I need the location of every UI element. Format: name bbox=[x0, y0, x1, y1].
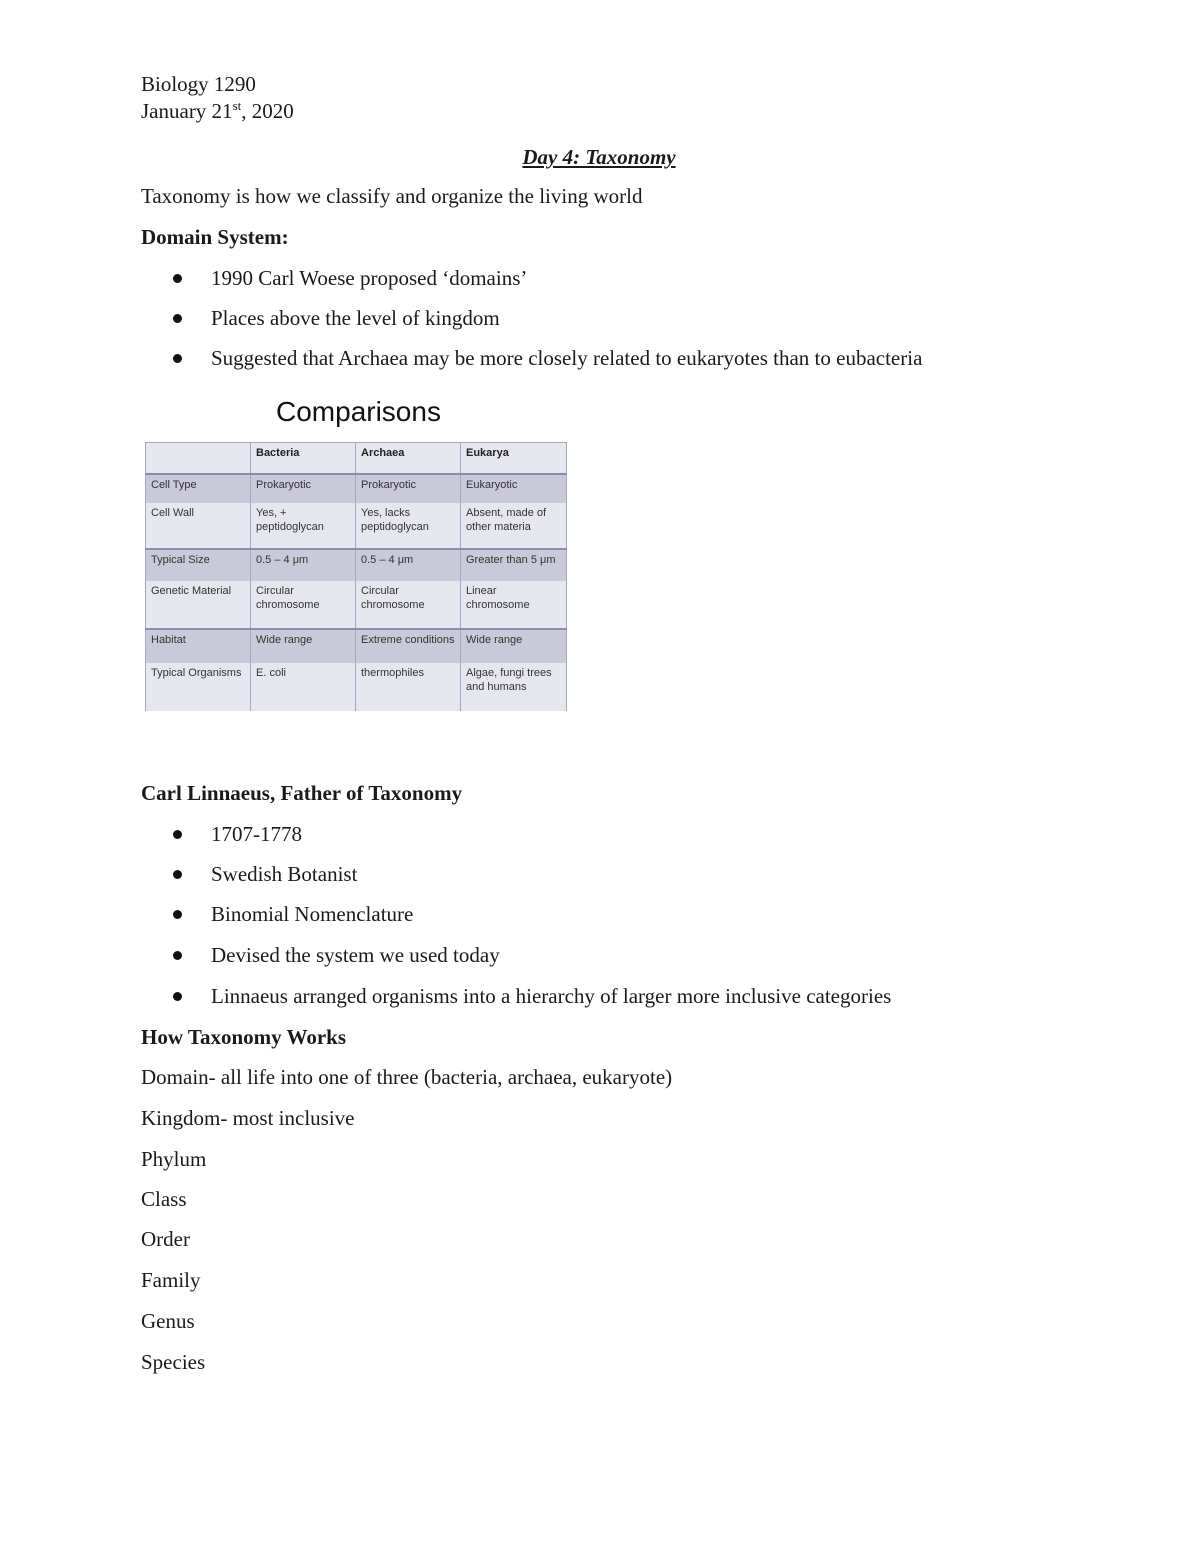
bullet-text: Swedish Botanist bbox=[211, 862, 358, 886]
comparison-header-row bbox=[146, 443, 567, 475]
bullet-text: Suggested that Archaea may be more closely related to eukaryotes than to eubacteria bbox=[211, 346, 923, 370]
rank-line: Kingdom- most inclusive bbox=[141, 1106, 355, 1130]
bullet-icon bbox=[173, 830, 182, 839]
table-cell: Greater than 5 μm bbox=[461, 549, 567, 581]
table-cell: E. coli bbox=[251, 663, 356, 711]
table-row bbox=[146, 549, 567, 581]
table-cell: Yes, + peptidoglycan bbox=[251, 503, 356, 549]
rank-line: Genus bbox=[141, 1309, 195, 1333]
rank-line: Species bbox=[141, 1350, 206, 1374]
header-cell: Bacteria bbox=[251, 443, 356, 475]
date-suffix: st bbox=[232, 98, 242, 113]
bullet-icon bbox=[173, 314, 182, 323]
table-cell: Algae, fungi trees and humans bbox=[461, 663, 567, 711]
rank-line: Phylum bbox=[141, 1147, 207, 1171]
domain-system-heading: Domain System: bbox=[141, 225, 289, 249]
table-cell: Prokaryotic bbox=[251, 474, 356, 503]
table-cell: thermophiles bbox=[356, 663, 461, 711]
table-cell: Circular chromosome bbox=[251, 581, 356, 629]
table-cell: Cell Type bbox=[146, 474, 251, 503]
bullet-icon bbox=[173, 951, 182, 960]
table-cell: Yes, lacks peptidoglycan bbox=[356, 503, 461, 549]
bullet-text: 1707-1778 bbox=[211, 822, 302, 846]
bullet-icon bbox=[173, 910, 182, 919]
bullet-text: Places above the level of kingdom bbox=[211, 306, 500, 330]
comparison-table bbox=[145, 442, 567, 711]
bullet-icon bbox=[173, 992, 182, 1001]
table-cell: Linear chromosome bbox=[461, 581, 567, 629]
date-year: , 2020 bbox=[241, 99, 294, 123]
bullet-text: Devised the system we used today bbox=[211, 943, 500, 967]
table-cell: Habitat bbox=[146, 629, 251, 663]
table-cell: Absent, made of other materia bbox=[461, 503, 567, 549]
rank-line: Class bbox=[141, 1187, 187, 1211]
header-cell: Eukarya bbox=[461, 443, 567, 475]
intro-text: Taxonomy is how we classify and organize the living world bbox=[141, 184, 643, 208]
bullet-icon bbox=[173, 274, 182, 283]
table-cell: Eukaryotic bbox=[461, 474, 567, 503]
linnaeus-heading: Carl Linnaeus, Father of Taxonomy bbox=[141, 781, 463, 805]
table-cell: Typical Organisms bbox=[146, 663, 251, 711]
header-cell bbox=[146, 443, 251, 475]
table-cell: Prokaryotic bbox=[356, 474, 461, 503]
table-row bbox=[146, 474, 567, 503]
table-cell: 0.5 – 4 μm bbox=[251, 549, 356, 581]
table-row bbox=[146, 503, 567, 549]
table-cell: Wide range bbox=[251, 629, 356, 663]
bullet-text: Linnaeus arranged organisms into a hierarchy of larger more inclusive categories bbox=[211, 984, 892, 1008]
comparison-title: Comparisons bbox=[276, 396, 441, 427]
table-cell: Genetic Material bbox=[146, 581, 251, 629]
table-row bbox=[146, 629, 567, 663]
table-cell: Cell Wall bbox=[146, 503, 251, 549]
lecture-date bbox=[141, 98, 294, 124]
date-main: January 21 bbox=[141, 99, 233, 123]
how-taxonomy-works-heading: How Taxonomy Works bbox=[141, 1025, 347, 1049]
bullet-text: Binomial Nomenclature bbox=[211, 902, 414, 926]
rank-line: Order bbox=[141, 1227, 190, 1251]
rank-line: Family bbox=[141, 1268, 201, 1292]
table-row bbox=[146, 581, 567, 629]
rank-line: Domain- all life into one of three (bacteria, archaea, eukaryote) bbox=[141, 1065, 673, 1089]
table-cell: Typical Size bbox=[146, 549, 251, 581]
course-name: Biology 1290 bbox=[141, 72, 256, 96]
table-row bbox=[146, 663, 567, 711]
page-title bbox=[0, 144, 1200, 170]
bullet-icon bbox=[173, 870, 182, 879]
table-cell: Circular chromosome bbox=[356, 581, 461, 629]
table-cell: 0.5 – 4 μm bbox=[356, 549, 461, 581]
page-title-text: Day 4: Taxonomy bbox=[522, 145, 676, 169]
header-cell: Archaea bbox=[356, 443, 461, 475]
bullet-icon bbox=[173, 354, 182, 363]
table-cell: Wide range bbox=[461, 629, 567, 663]
table-cell: Extreme conditions bbox=[356, 629, 461, 663]
bullet-text: 1990 Carl Woese proposed ‘domains’ bbox=[211, 266, 528, 290]
